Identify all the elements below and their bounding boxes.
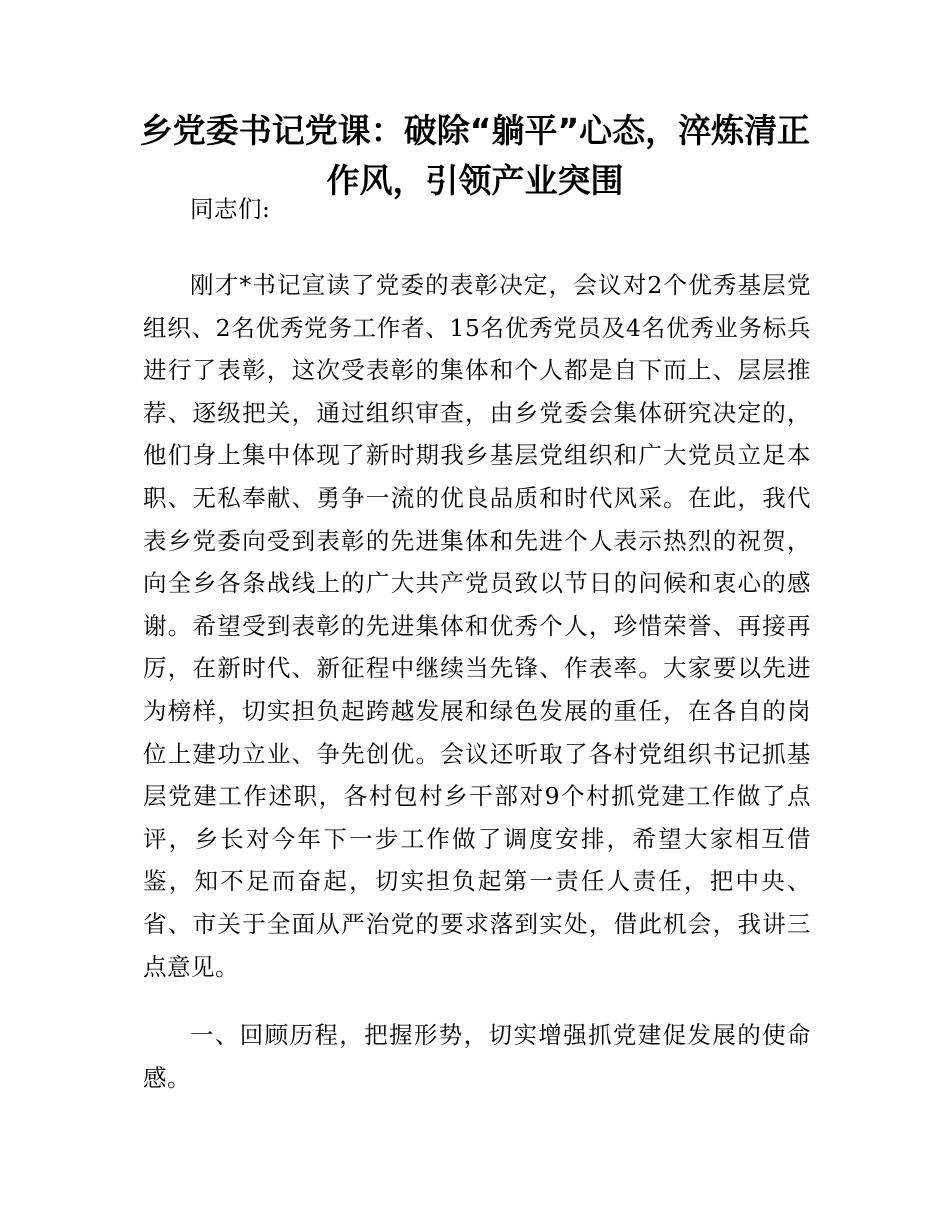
greeting: 同志们: bbox=[190, 195, 271, 223]
document-title: 乡党委书记党课：破除“躺平”心态，淬炼清正作风，引领产业突围 bbox=[139, 111, 811, 200]
body-paragraph: 刚才*书记宣读了党委的表彰决定，会议对2个优秀基层党组织、2名优秀党务工作者、15名优秀党员及4名优秀业务标兵进行了表彰，这次受表彰的集体和个人都是自下而上、层层推荐、逐级把关，通过组织审查，由乡党委会集体研究决定的，他们身上集中体现了新时期我乡基层党组织和广大党员立足本职、无私奉献、勇争一流的优良品质和时代风采。在此，我代表乡党委向受到表彰的先进集体和先进个人表示热烈的祝贺，向全乡各条战线上的广大共产党员致以节日的问候和衷心的感谢。希望受到表彰的先进集体和优秀个人，珍惜荣誉、再接再厉，在新时代、新征程中继续当先锋、作表率。大家要以先进为榜样，切实担负起跨越发展和绿色发展的重任，在各自的岗位上建功立业、争先创优。会议还听取了各村党组织书记抓基层党建工作述职，各村包村乡干部对9个村抓党建工作做了点评，乡长对今年下一步工作做了调度安排，希望大家相互借鉴，知不足而奋起，切实担负起第一责任人责任，把中央、省、市关于全面从严治党的要求落到实处，借此机会，我讲三点意见。 bbox=[143, 271, 811, 981]
section-heading-1: 一、回顾历程，把握形势，切实增强抓党建促发展的使命感。 bbox=[143, 1021, 811, 1092]
